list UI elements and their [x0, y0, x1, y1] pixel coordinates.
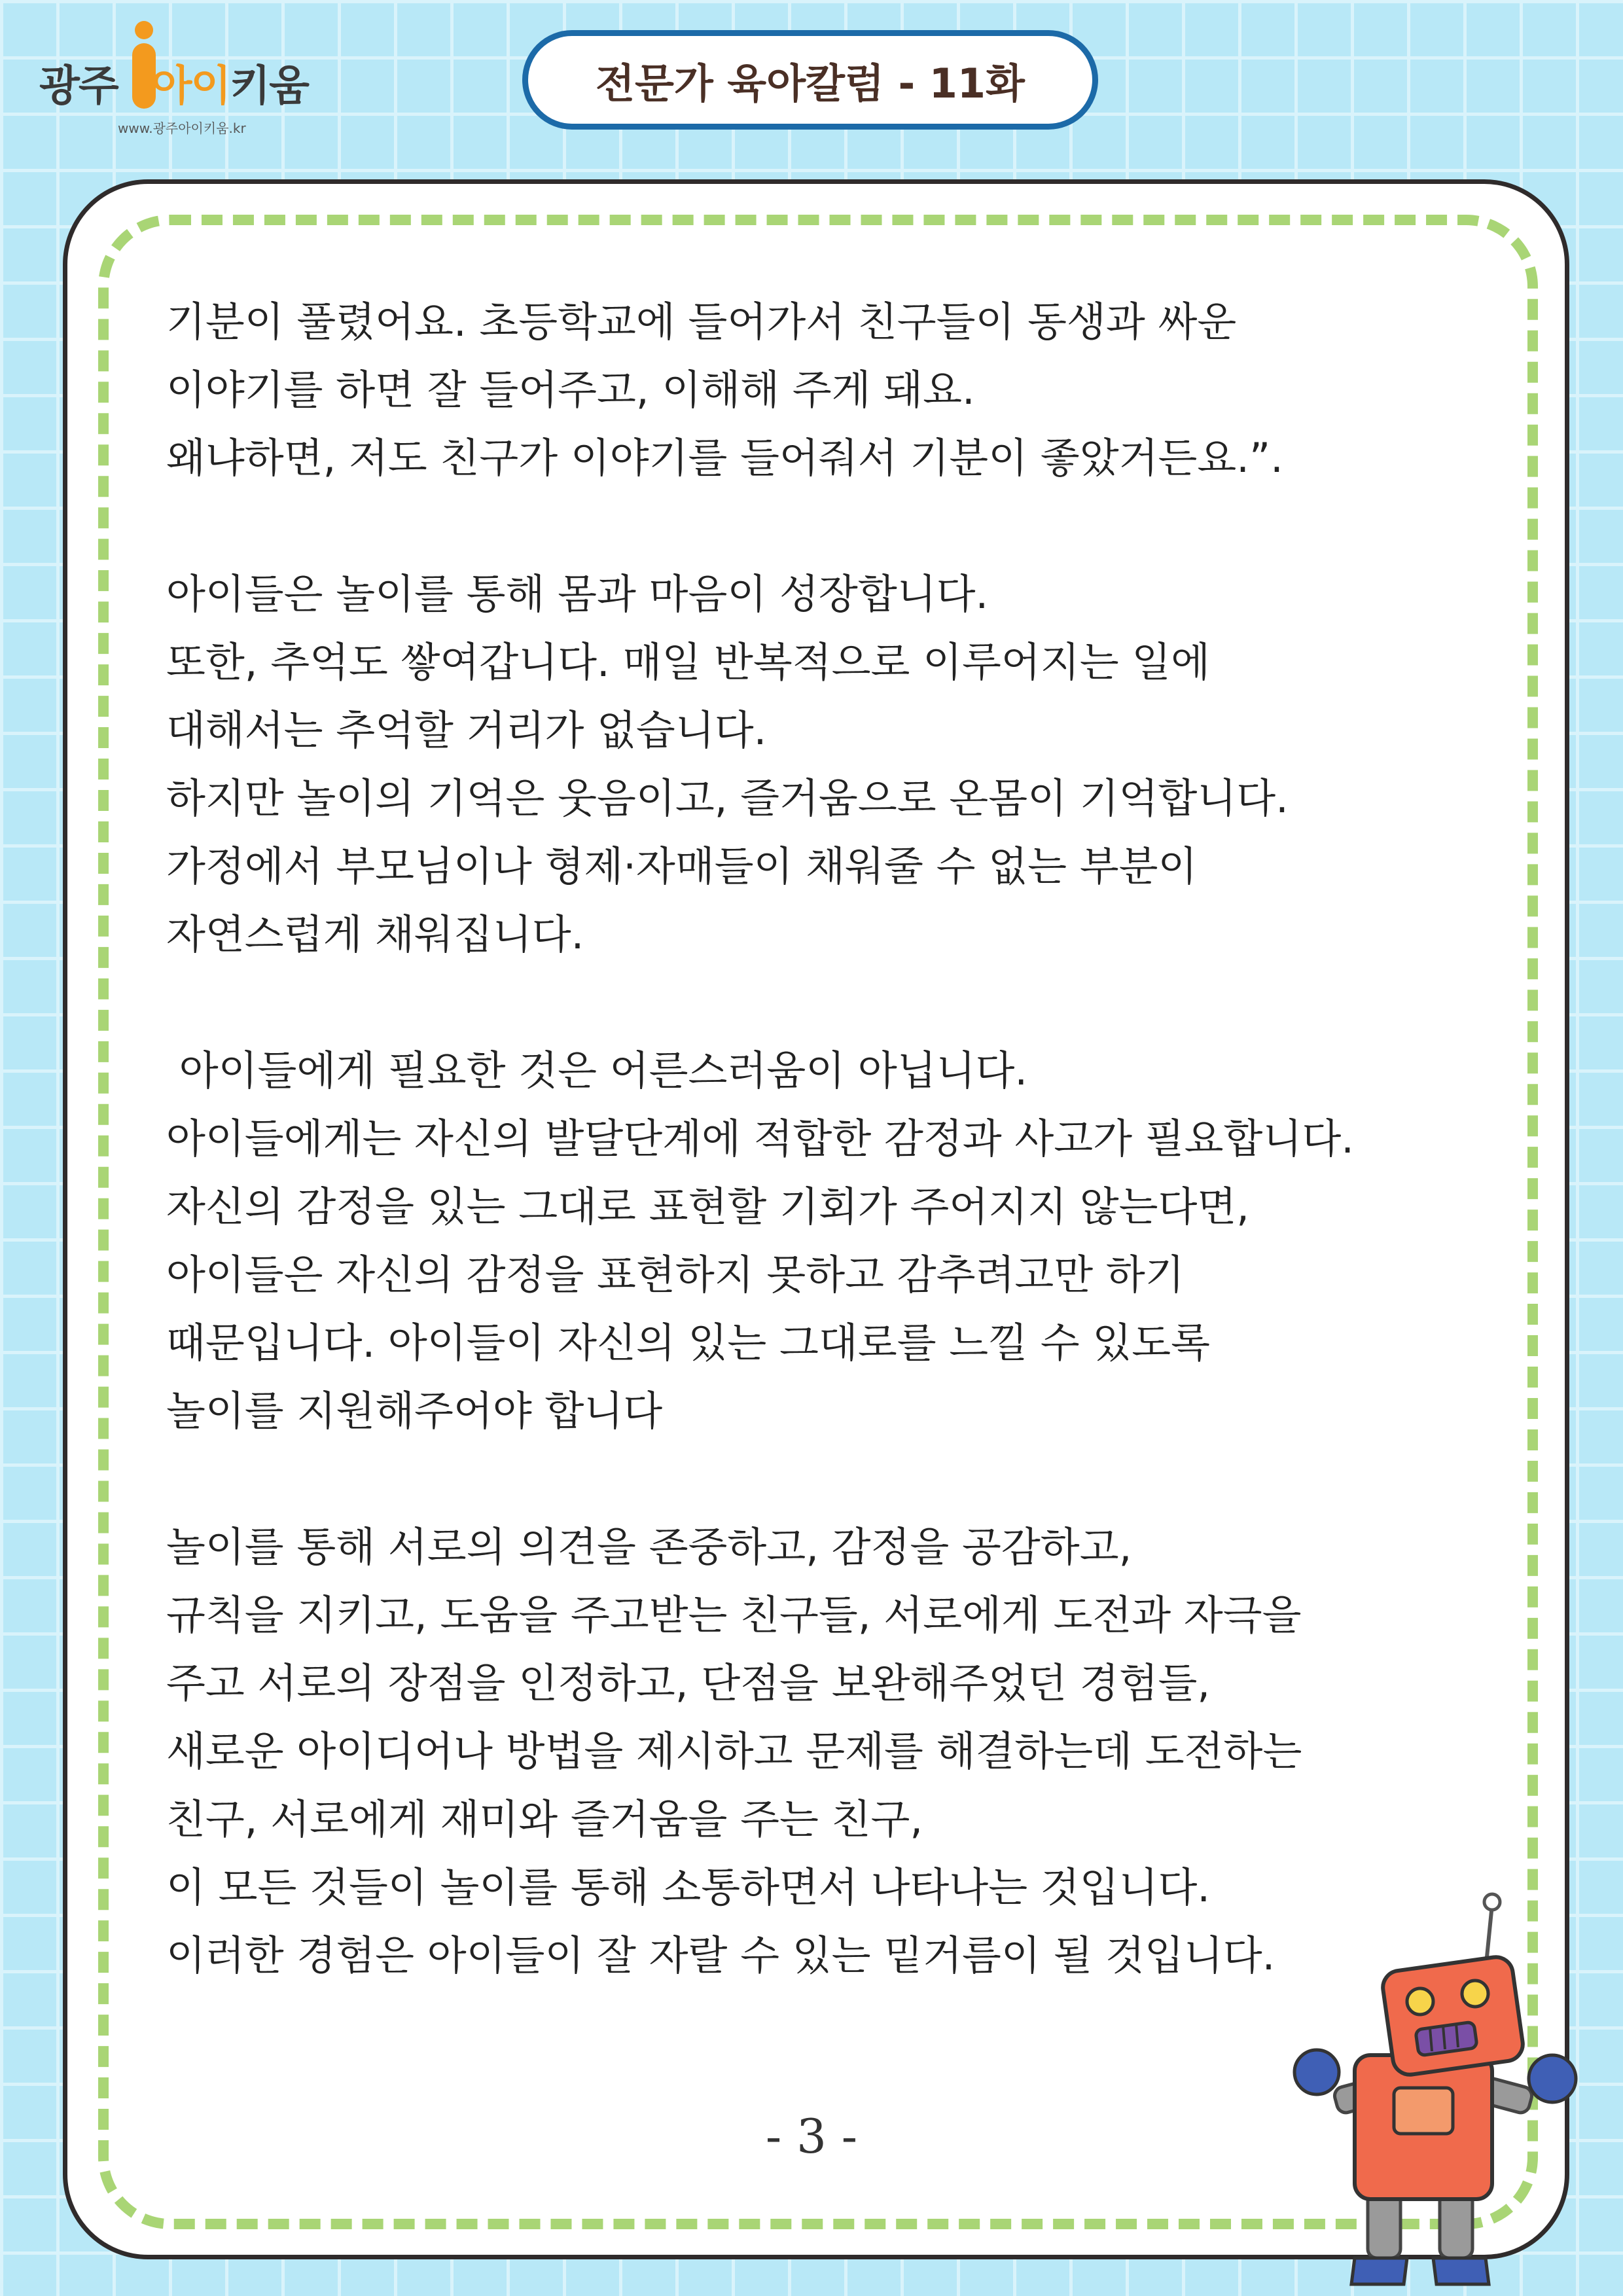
paragraph — [166, 560, 1534, 969]
text-line: 놀이를 지원해주어야 합니다 — [166, 1387, 663, 1435]
text-line: 이 모든 것들이 놀이를 통해 소통하면서 나타나는 것입니다. — [166, 1863, 1211, 1911]
text-line: 아이들은 놀이를 통해 몸과 마음이 성장합니다. — [166, 570, 989, 618]
text-line: 대해서는 추억할 거리가 없습니다. — [166, 706, 767, 754]
page-title: 전문가 육아칼럼 - 11화 — [522, 30, 1098, 130]
logo-text-left: 광주 — [39, 62, 118, 111]
text-line: 가정에서 부모님이나 형제·자매들이 채워줄 수 없는 부분이 — [166, 842, 1198, 890]
text-line: 이야기를 하면 잘 들어주고, 이해해 주게 돼요. — [166, 366, 975, 414]
logo-url: www.광주아이키움.kr — [118, 120, 246, 136]
text-line: 기분이 풀렸어요. 초등학교에 들어가서 친구들이 동생과 싸운 — [166, 298, 1237, 346]
text-line: 아이들은 자신의 감정을 표현하지 못하고 감추려고만 하기 — [166, 1251, 1185, 1299]
logo-text-brand: 아이 — [151, 62, 230, 111]
text-line: 이러한 경험은 아이들이 잘 자랄 수 있는 밑거름이 될 것입니다. — [166, 1931, 1275, 1979]
text-line: 하지만 놀이의 기억은 웃음이고, 즐거움으로 온몸이 기억합니다. — [166, 774, 1289, 822]
logo-text-right: 키움 — [230, 62, 308, 111]
text-line: 새로운 아이디어나 방법을 제시하고 문제를 해결하는데 도전하는 — [166, 1727, 1302, 1775]
page-number: - 3 - — [765, 2109, 858, 2164]
text-line: 규칙을 지키고, 도움을 주고받는 친구들, 서로에게 도전과 자극을 — [166, 1591, 1302, 1639]
text-line: 주고 서로의 장점을 인정하고, 단점을 보완해주었던 경험들, — [166, 1659, 1211, 1707]
text-line: 아이들에게 필요한 것은 어른스러움이 아닙니다. — [166, 1047, 1028, 1094]
text-line: 놀이를 통해 서로의 의견을 존중하고, 감정을 공감하고, — [166, 1523, 1132, 1571]
text-line: 또한, 추억도 쌓여갑니다. 매일 반복적으로 이루어지는 일에 — [166, 638, 1211, 686]
paragraph-gap — [166, 969, 1534, 1037]
paragraph — [166, 1037, 1534, 1445]
column-body — [166, 288, 1534, 1990]
paragraph-gap — [166, 1445, 1534, 1513]
text-line: 자연스럽게 채워집니다. — [166, 910, 584, 958]
text-line: 왜냐하면, 저도 친구가 이야기를 들어줘서 기분이 좋았거든요.”. — [166, 434, 1283, 482]
text-line: 자신의 감정을 있는 그대로 표현할 기회가 주어지지 않는다면, — [166, 1183, 1249, 1230]
text-line: 친구, 서로에게 재미와 즐거움을 주는 친구, — [166, 1795, 923, 1843]
robot-illustration — [1283, 1892, 1597, 2291]
logo — [39, 20, 340, 134]
logo-text — [39, 52, 308, 113]
paragraph — [166, 288, 1534, 492]
text-line: 아이들에게는 자신의 발달단계에 적합한 감정과 사고가 필요합니다. — [166, 1115, 1354, 1162]
paragraph-gap — [166, 492, 1534, 560]
text-line: 때문입니다. 아이들이 자신의 있는 그대로를 느낄 수 있도록 — [166, 1319, 1211, 1367]
